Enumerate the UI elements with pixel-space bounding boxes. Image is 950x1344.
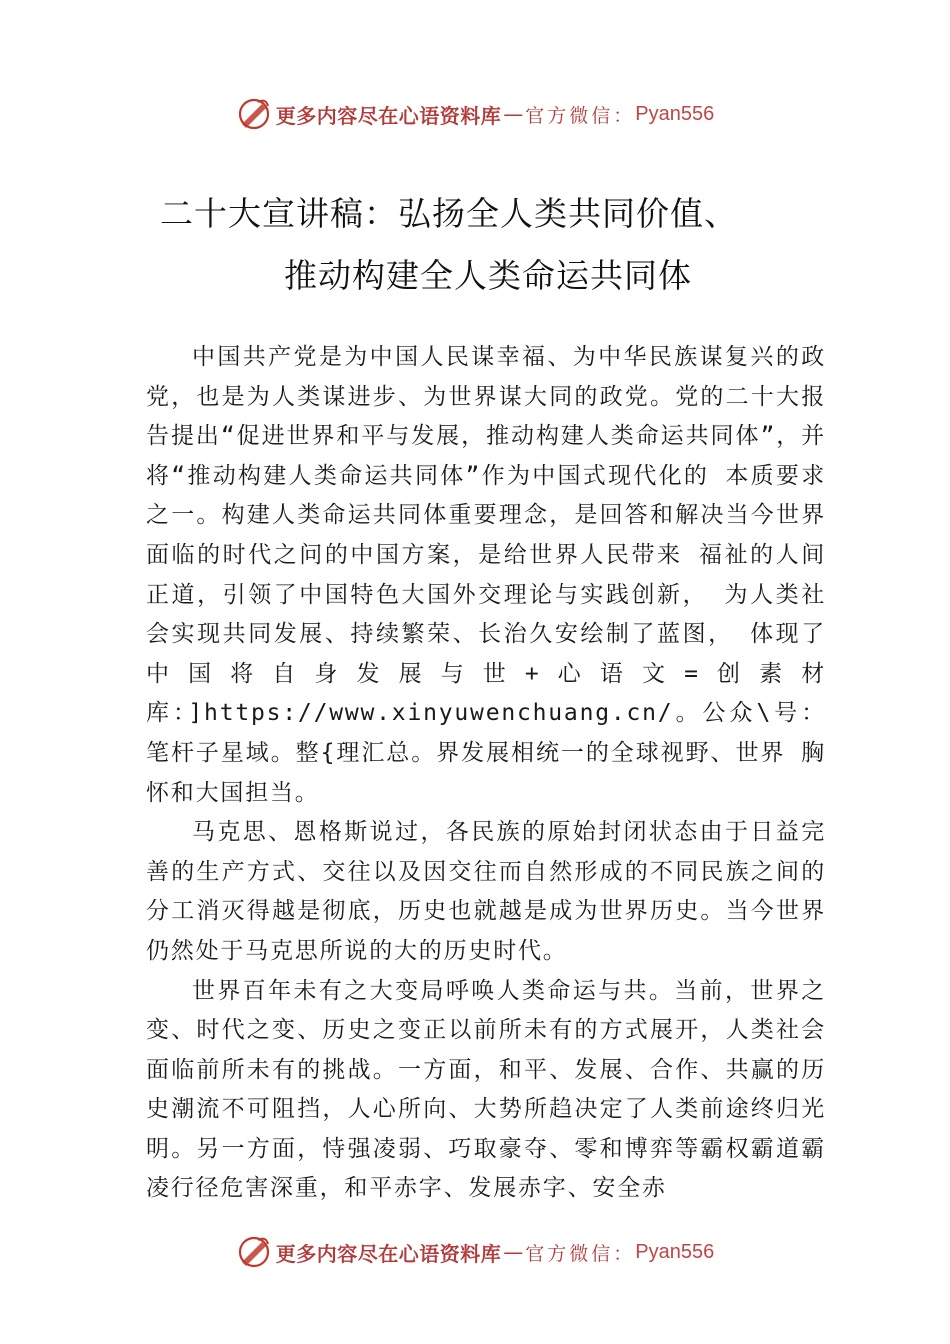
paragraph-2: 马克思、恩格斯说过，各民族的原始封闭状态由于日益完善的生产方式、交往以及因交往而自然形成的不同民族之间的分工消灭得越是彻底，历史也就越是成为世界历史。当今世界仍然处于马克思所说的大的历史时代。 [146,819,826,964]
paragraph-3: 世界百年未有之大变局呼唤人类命运与共。当前，世界之变、时代之变、历史之变正以前所未有的方式展开，人类社会面临前所未有的挑战。一方面，和平、发展、合作、共赢的历史潮流不可阻挡，人心所向、大势所趋决定了人类前途终归光明。另一方面，恃强凌弱、巧取豪夺、零和博弈等霸权霸道霸凌行径危害深重，和平赤字、发展赤字、安全赤 [146,977,826,1202]
banner-wechat-id: Pyan556 [635,102,715,125]
footer-site-text: 更多内容尽在心语资料库 [275,1241,502,1266]
footer-wechat-label: 官方微信： [525,1242,636,1265]
banner-wechat-label: 官方微信： [525,104,636,127]
header-banner [0,94,950,134]
document-body [146,338,826,1209]
pen-logo-icon [236,1234,272,1270]
paragraph-1: 中国共产党是为中国人民谋幸福、为中华民族谋复兴的政党，也是为人类谋进步、为世界谋大同的政党。党的二十大报告提出“促进世界和平与发展，推动构建人类命运共同体”，并将“推动构建人类命运共同体”作为中国式现代化的 本质要求之一。构建人类命运共同体重要理念，是回答和解决当今世界面临的时代之问的中国方案，是给世界人民带来 福祉的人间正道，引领了中国特色大国外交理论与实践创新， 为人类社会实现共同发展、持续繁荣、长治久安绘制了蓝图， 体现了中国将自身发展与世+心语文=创素材库：]https://www.xinyuwenchuang.cn/。公众\号：笔杆子星域。整{理汇总。界发展相统一的全球视野、世界 胸怀和大国担当。 [146,344,826,806]
footer-separator: — [503,1240,524,1264]
pen-logo-icon [236,96,272,132]
document-title-line2: 推动构建全人类命运共同体 [284,256,692,295]
footer-wechat-id: Pyan556 [635,1240,715,1263]
banner-separator: — [503,102,524,126]
banner-site-text: 更多内容尽在心语资料库 [275,103,502,128]
footer-banner [0,1232,950,1272]
document-title-line1: 二十大宣讲稿：弘扬全人类共同价值、 [160,194,738,233]
